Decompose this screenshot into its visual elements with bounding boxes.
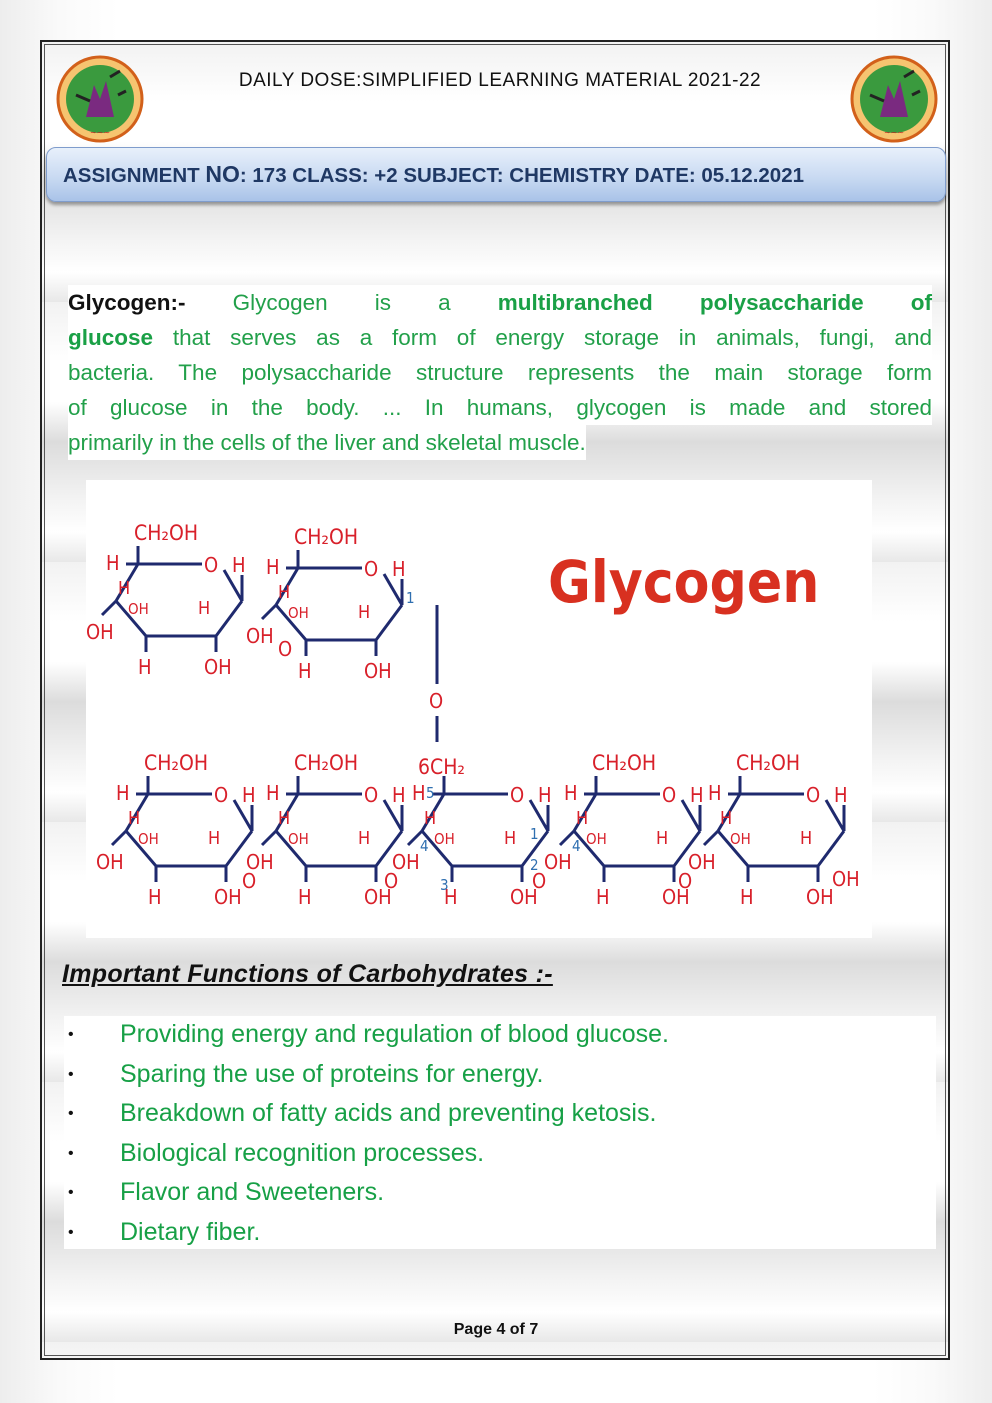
- oh-label: OH: [688, 850, 716, 874]
- h-label: H: [128, 808, 141, 829]
- bullet-icon: •: [68, 1223, 74, 1241]
- function-item-text: Providing energy and regulation of blood glucose.: [120, 1020, 669, 1048]
- oh-label: OH: [392, 850, 420, 874]
- h-label: H: [538, 783, 552, 807]
- assignment-info: [63, 161, 804, 188]
- assignment-banner: [46, 147, 946, 202]
- h-label: H: [740, 885, 754, 909]
- h-label: H: [358, 828, 371, 849]
- function-item-text: Biological recognition processes.: [120, 1138, 485, 1167]
- h-label: H: [266, 555, 280, 579]
- h-label: H: [116, 781, 130, 805]
- h-label: H: [800, 828, 813, 849]
- h-label: H: [504, 828, 517, 849]
- glycogen-structure-svg: [86, 480, 872, 938]
- paragraph-line-4: of glucose in the body. ... In humans, glycogen is made and stored: [68, 390, 932, 425]
- ring-o-label: O: [364, 557, 379, 581]
- h-label: H: [242, 783, 256, 807]
- h-label: H: [358, 602, 371, 623]
- oh-bond: [704, 831, 718, 845]
- ch2oh-label: CH₂OH: [294, 525, 359, 549]
- oh-label: OH: [544, 850, 572, 874]
- position-number: 3: [440, 876, 449, 894]
- oh-label: OH: [214, 885, 242, 909]
- glycosidic-o-label: O: [532, 869, 547, 893]
- bullet-icon: •: [68, 1065, 74, 1083]
- bullet-icon: •: [68, 1144, 74, 1162]
- ch2oh-label: CH₂OH: [592, 751, 657, 775]
- h-label: H: [106, 551, 120, 575]
- oh-label: OH: [246, 850, 274, 874]
- ch2oh-label: CH₂OH: [736, 751, 801, 775]
- assignment-details: : 173 CLASS: +2 SUBJECT: CHEMISTRY DATE: 05.12.2021: [239, 164, 804, 187]
- glycogen-paragraph: [68, 285, 932, 460]
- oh-label: OH: [138, 830, 159, 848]
- h-label: H: [392, 783, 406, 807]
- function-item: [64, 1095, 936, 1135]
- h-label: H: [298, 659, 312, 683]
- h-label: H: [208, 828, 221, 849]
- position-number: 2: [530, 856, 539, 874]
- oh-bond: [112, 831, 126, 845]
- h-label: H: [148, 885, 162, 909]
- function-item: [64, 1056, 936, 1096]
- ring-bond: [818, 831, 844, 866]
- assignment-no-label: NO: [205, 161, 240, 187]
- oh-label: OH: [246, 624, 274, 648]
- h-label: H: [232, 553, 246, 577]
- assignment-label: ASSIGNMENT: [63, 164, 206, 187]
- position-number: 4: [420, 837, 429, 855]
- ch2oh-label: CH₂OH: [134, 521, 199, 545]
- position-number: 5: [426, 784, 435, 802]
- oh-label: OH: [86, 620, 114, 644]
- oh-bond: [262, 605, 276, 619]
- h-label: H: [278, 582, 291, 603]
- school-emblem-logo-left: [56, 55, 144, 143]
- paragraph-line-2: glucose that serves as a form of energy storage in animals, fungi, and: [68, 320, 932, 355]
- position-number: 4: [572, 837, 581, 855]
- oh-label: OH: [510, 885, 538, 909]
- h-label: H: [118, 578, 131, 599]
- h-label: H: [412, 781, 426, 805]
- six-ch2-label: 6CH₂: [418, 755, 465, 779]
- position-number: 1: [530, 825, 539, 843]
- h-label: H: [720, 808, 733, 829]
- h-label: H: [690, 783, 704, 807]
- h-label: H: [576, 808, 589, 829]
- function-item: [64, 1135, 936, 1175]
- bullet-icon: •: [68, 1105, 74, 1122]
- highlight-text: glucose: [68, 325, 154, 350]
- oh-label: OH: [832, 867, 860, 891]
- oh-label: OH: [128, 600, 149, 618]
- h-label: H: [278, 808, 291, 829]
- ring-o-label: O: [806, 783, 821, 807]
- function-item: [64, 1016, 936, 1056]
- glycosidic-o-label: O: [278, 637, 293, 661]
- h-label: H: [138, 655, 152, 679]
- bullet-icon: •: [68, 1026, 74, 1043]
- ring-bond: [376, 605, 402, 640]
- svg-text:~~~: ~~~: [89, 128, 111, 137]
- h-label: H: [834, 783, 848, 807]
- ring-bond: [216, 601, 242, 636]
- oh-label: OH: [96, 850, 124, 874]
- oh-label: OH: [204, 655, 232, 679]
- highlight-text: multibranched polysaccharide of: [497, 290, 932, 315]
- glycogen-term: Glycogen:-: [68, 290, 186, 315]
- ring-o-label: O: [662, 783, 677, 807]
- page-number: Page 4 of 7: [453, 1321, 539, 1338]
- oh-label: OH: [586, 830, 607, 848]
- school-emblem-logo-right: [850, 55, 938, 143]
- function-item-text: Sparing the use of proteins for energy.: [120, 1059, 544, 1088]
- functions-heading: Important Functions of Carbohydrates :-: [62, 960, 553, 988]
- oh-label: OH: [730, 830, 751, 848]
- oh-bond: [262, 831, 276, 845]
- ch2oh-label: CH₂OH: [294, 751, 359, 775]
- svg-text:~~~: ~~~: [883, 128, 905, 137]
- h-label: H: [298, 885, 312, 909]
- ring-o-label: O: [214, 783, 229, 807]
- function-item-text: Dietary fiber.: [120, 1217, 261, 1246]
- oh-label: OH: [288, 830, 309, 848]
- oh-label: OH: [364, 885, 392, 909]
- h-label: H: [444, 885, 458, 909]
- oh-label: OH: [662, 885, 690, 909]
- functions-list: [64, 1016, 936, 1249]
- header-title: DAILY DOSE:SIMPLIFIED LEARNING MATERIAL 2021-22: [238, 70, 762, 91]
- oh-label: OH: [288, 604, 309, 622]
- h-label: H: [596, 885, 610, 909]
- h-label: H: [198, 598, 211, 619]
- ring-o-label: O: [364, 783, 379, 807]
- h-label: H: [564, 781, 578, 805]
- oh-label: OH: [364, 659, 392, 683]
- oh-bond: [102, 601, 116, 615]
- diagram-title: Glycogen: [548, 548, 820, 616]
- ch2oh-label: CH₂OH: [144, 751, 209, 775]
- paragraph-line-1: Glycogen:- Glycogen is a multibranched polysaccharide of: [68, 285, 932, 320]
- h-label: H: [424, 808, 437, 829]
- function-item-text: Breakdown of fatty acids and preventing ketosis.: [120, 1099, 657, 1127]
- function-item: [64, 1214, 936, 1254]
- paragraph-line-3: bacteria. The polysaccharide structure represents the main storage form: [68, 355, 932, 390]
- h-label: H: [656, 828, 669, 849]
- branch-o-label: O: [429, 689, 444, 713]
- bullet-icon: •: [68, 1184, 74, 1201]
- glycogen-structure-diagram: [86, 480, 872, 938]
- oh-label: OH: [434, 830, 455, 848]
- paragraph-line-5: primarily in the cells of the liver and skeletal muscle.: [68, 425, 586, 460]
- h-label: H: [708, 781, 722, 805]
- glycosidic-o-label: O: [678, 869, 693, 893]
- ring-o-label: O: [204, 553, 219, 577]
- oh-label: OH: [806, 885, 834, 909]
- glycosidic-o-label: O: [242, 869, 257, 893]
- ring-o-label: O: [510, 783, 525, 807]
- h-label: H: [266, 781, 280, 805]
- function-item-text: Flavor and Sweeteners.: [120, 1178, 385, 1206]
- function-item: [64, 1174, 936, 1214]
- position-number: 1: [406, 589, 415, 607]
- h-label: H: [392, 557, 406, 581]
- glycosidic-o-label: O: [384, 869, 399, 893]
